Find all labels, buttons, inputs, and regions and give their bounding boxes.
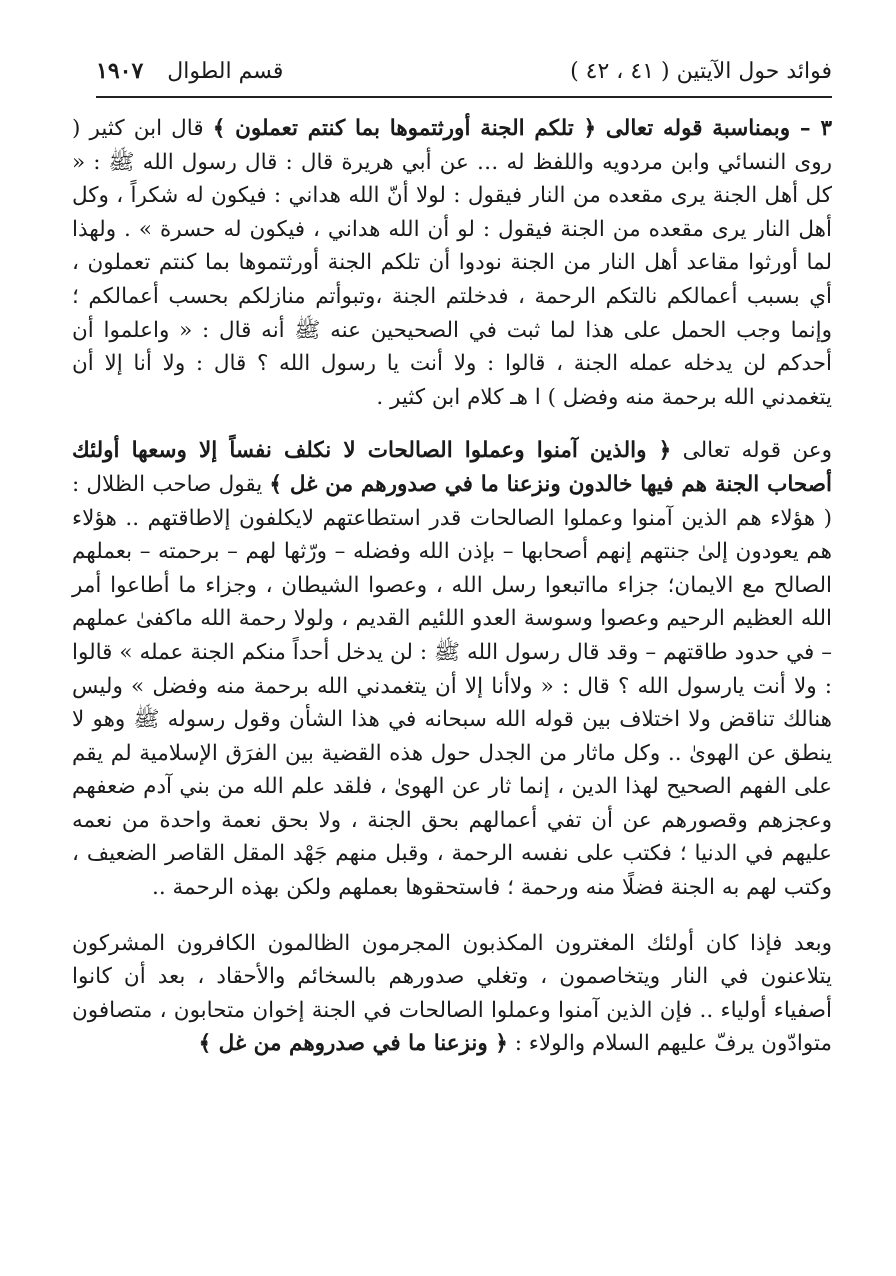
paragraph-conclusion xyxy=(72,927,832,1061)
page-body xyxy=(72,112,832,1079)
paragraph-text: قال ابن كثير ( روى النسائي وابن مردويه واللفظ له … عن أبي هريرة قال : قال رسول الله ﷺ : « كل أهل الجنة يرى مقعده من النار فيقول : لولا أنّ الله هداني : فيكون له شكراً ، وكل أهل النار يرى مقعده من الجنة فيقول : لو أن الله هداني ، فيكون له حسرة » . ولهذا لما أورثوا مقاعد أهل النار من الجنة نودوا أن تلكم الجنة أورثتموها بما كنتم تعملون ، أي بسبب أعمالكم نالتكم الرحمة ، فدخلتم الجنة ،وتبوأتم منازلكم بحسب أعمالكم ؛ وإنما وجب الحمل على هذا لما ثبت في الصحيحين عنه ﷺ أنه قال : « واعلموا أن أحدكم لن يدخله عمله الجنة ، قالوا : ولا أنت يا رسول الله ؟ قال : ولا أنا إلا أن يتغمدني الله برحمة منه وفضل ) ا هـ كلام ابن كثير . xyxy=(72,116,832,410)
page-number: ١٩٠٧ xyxy=(96,58,144,84)
paragraph-intro: وعن قوله تعالى xyxy=(671,438,833,464)
section-name: قسم الطوال xyxy=(167,59,284,84)
verse-bold-lead: ٣ – وبمناسبة قوله تعالى ﴿ تلكم الجنة أورثتموها بما كنتم تعملون ﴾ xyxy=(212,116,832,141)
paragraph-text: يقول صاحب الظلال : ( هؤلاء هم الذين آمنوا وعملوا الصالحات قدر استطاعتهم لايكلفون إلاطاقتهم .. هؤلاء هم يعودون إلىٰ جنتهم إنهم أصحابها – بإذن الله وفضله – ورّثها لهم – برحمته – بعملهم الصالح مع الايمان؛ جزاء مااتبعوا رسل الله ، وعصوا الشيطان ، وجزاء ما أطاعوا أمر الله العظيم الرحيم وعصوا وسوسة العدو اللئيم القديم ، ولولا رحمة الله ماكفىٰ عملهم – في حدود طاقتهم – وقد قال رسول الله ﷺ : لن يدخل أحداً منكم الجنة عمله » قالوا : ولا أنت يارسول الله ؟ قال : « ولاأنا إلا أن يتغمدني الله برحمة منه وفضل » وليس هنالك تناقض ولا اختلاف بين قوله الله سبحانه في هذا الشأن وقول رسوله ﷺ وهو لا ينطق عن الهوىٰ .. وكل ماثار من الجدل حول هذه القضية بين الفرَق الإسلامية لم يقم على الفهم الصحيح لهذا الدين ، إنما ثار عن الهوىٰ ، فلقد علم الله من بني آدم ضعفهم وعجزهم وقصورهم عن أن تفي أعمالهم بحق الجنة ، ولا بحق نعمة واحدة من نعمه عليهم في الدنيا ؛ فكتب على نفسه الرحمة ، وقبل منهم جَهْد المقل القاصر الضعيف ، وكتب لهم به الجنة فضلًا منه ورحمة ؛ فاستحقوها بعملهم ولكن بهذه الرحمة .. xyxy=(72,471,832,901)
chapter-title: فوائد حول الآيتين ( ٤١ ، ٤٢ ) xyxy=(570,59,832,84)
header-rule xyxy=(96,96,832,98)
paragraph-ibn-kathir xyxy=(72,112,832,414)
page-header xyxy=(96,56,832,87)
verse-bold-tail: ﴿ ونزعنا ما في صدروهم من غل ﴾ xyxy=(198,1031,508,1057)
verse-bold: ﴿ والذين آمنوا وعملوا الصالحات لا نكلف نفساً إلا وسعها أولئك أصحاب الجنة هم فيها خالدون ونزعنا ما في صدورهم من غل ﴾ xyxy=(72,438,832,497)
paragraph-text: وبعد فإذا كان أولئك المغترون المكذبون المجرمون الظالمون الكافرون المشركون يتلاعنون في النار ويتخاصمون ، وتغلي صدورهم بالسخائم والأحقاد ، بعد أن كانوا أصفياء أولياء .. فإن الذين آمنوا وعملوا الصالحات في الجنة إخوان متحابون ، متصافون متوادّون يرفّ عليهم السلام والولاء : xyxy=(72,930,832,1057)
paragraph-zilal xyxy=(72,434,832,904)
header-left-group xyxy=(96,56,283,87)
